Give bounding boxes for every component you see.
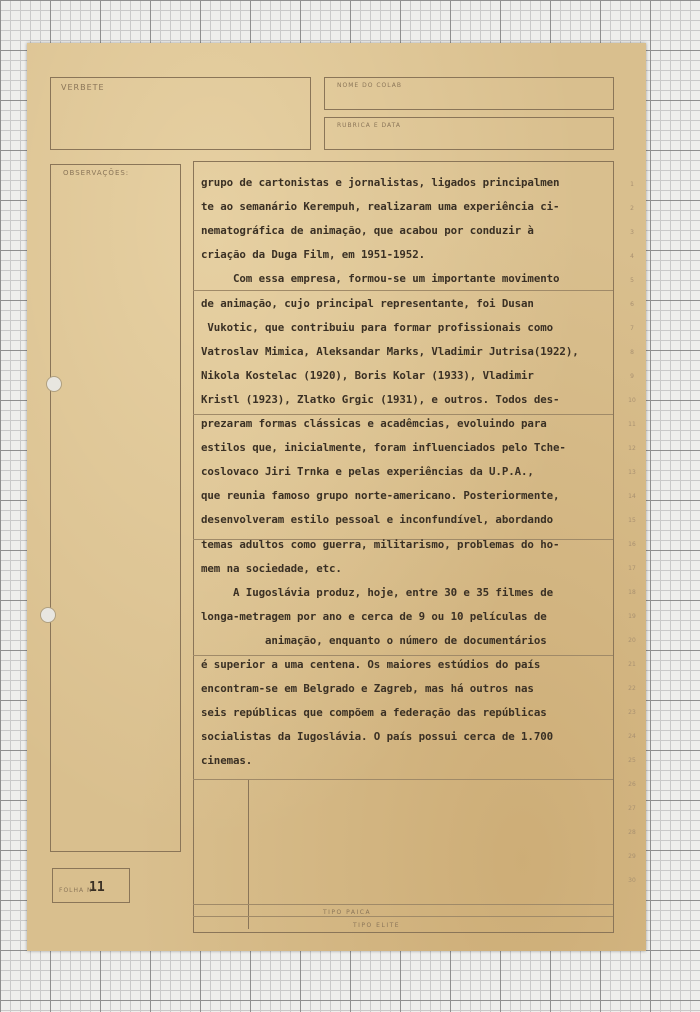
line-number: 12	[628, 445, 636, 452]
typed-line: seis repúblicas que compõem a federação das repúblicas	[201, 706, 547, 720]
typed-line: mem na sociedade, etc.	[201, 561, 342, 575]
punch-hole	[40, 607, 56, 623]
line-number: 18	[628, 589, 636, 596]
section-divider	[193, 904, 613, 905]
typed-line: desenvolveram estilo pessoal e inconfundível, abordando	[201, 513, 554, 527]
section-divider	[193, 916, 613, 917]
line-number: 19	[628, 613, 636, 620]
section-divider	[193, 414, 613, 415]
line-number: 20	[628, 637, 636, 644]
line-number: 11	[628, 421, 636, 428]
nome-colab-box	[324, 77, 614, 110]
typed-line: Com essa empresa, formou-se um importante movimento	[201, 272, 560, 286]
line-number: 25	[628, 757, 636, 764]
typed-line: socialistas da Iugoslávia. O país possui cerca de 1.700	[201, 730, 554, 744]
line-number: 10	[628, 397, 636, 404]
line-number: 6	[630, 301, 634, 308]
typed-line: Vukotic, que contribuiu para formar profissionais como	[201, 320, 554, 334]
rubrica-box	[324, 117, 614, 150]
typed-line: animação, enquanto o número de documentários	[201, 633, 547, 647]
typed-line: Kristl (1923), Zlatko Grgic (1931), e outros. Todos des-	[201, 392, 560, 406]
line-number: 2	[630, 205, 634, 212]
line-number: 16	[628, 541, 636, 548]
line-number: 22	[628, 685, 636, 692]
line-number: 14	[628, 493, 636, 500]
text-area-margin-line	[248, 779, 249, 929]
line-number: 7	[630, 325, 634, 332]
typed-line: te ao semanário Kerempuh, realizaram uma experiência ci-	[201, 200, 560, 214]
line-number: 29	[628, 853, 636, 860]
line-number: 26	[628, 781, 636, 788]
section-divider	[193, 655, 613, 656]
typed-line: prezaram formas clássicas e acadêmcias, evoluindo para	[201, 417, 547, 430]
line-number: 21	[628, 661, 636, 668]
section-divider	[193, 779, 613, 780]
verbete-box	[50, 77, 311, 150]
typed-line: temas adultos como guerra, militarismo, problemas do ho-	[201, 537, 560, 551]
tipo-elite-label: TIPO ELITE	[353, 922, 401, 929]
line-number: 24	[628, 733, 636, 740]
line-number: 9	[630, 373, 634, 380]
line-number: 23	[628, 709, 636, 716]
line-number: 28	[628, 829, 636, 836]
rubrica-label: RUBRICA E DATA	[337, 122, 401, 129]
typed-line: Nikola Kostelac (1920), Boris Kolar (1933), Vladimir	[201, 368, 534, 382]
line-number: 4	[630, 253, 634, 260]
typed-line: coslovaco Jiri Trnka e pelas experiências da U.P.A.,	[201, 465, 534, 479]
nome-colab-label: NOME DO COLAB	[337, 82, 402, 89]
line-number: 5	[630, 277, 634, 284]
typed-line: Vatroslav Mimica, Aleksandar Marks, Vladimir Jutrisa(1922),	[201, 344, 579, 358]
observacoes-label: OBSERVAÇÕES:	[63, 169, 130, 177]
typed-line: criação da Duga Film, em 1951-1952.	[201, 248, 426, 262]
tipo-paica-label: TIPO PAICA	[323, 909, 372, 916]
typed-line: que reunia famoso grupo norte-americano. Posteriormente,	[201, 489, 560, 503]
punch-hole	[46, 376, 62, 392]
typed-line: estilos que, inicialmente, foram influenciados pelo Tche-	[201, 441, 566, 455]
section-divider	[193, 290, 613, 291]
folha-label: FOLHA Nº	[59, 887, 97, 894]
typed-line: A Iugoslávia produz, hoje, entre 30 e 35 filmes de	[201, 585, 554, 599]
typed-line: encontram-se em Belgrado e Zagreb, mas há outros nas	[201, 682, 534, 696]
typed-line: cinemas.	[201, 754, 253, 768]
line-number: 1	[630, 181, 634, 188]
line-number: 30	[628, 877, 636, 884]
typed-line: de animação, cujo principal representante, foi Dusan	[201, 296, 534, 310]
line-number: 13	[628, 469, 636, 476]
line-number: 8	[630, 349, 634, 356]
line-number: 15	[628, 517, 636, 524]
line-number: 17	[628, 565, 636, 572]
observacoes-box	[50, 164, 181, 852]
folha-number: 11	[89, 880, 105, 895]
typed-line: é superior a uma centena. Os maiores estúdios do país	[201, 658, 541, 671]
line-number: 3	[630, 229, 634, 236]
verbete-label: VERBETE	[61, 83, 105, 92]
typed-line: grupo de cartonistas e jornalistas, ligados principalmen	[201, 176, 560, 189]
folha-box	[52, 868, 130, 903]
typed-line: nematográfica de animação, que acabou por conduzir à	[201, 224, 534, 238]
typed-line: longa-metragem por ano e cerca de 9 ou 10 películas de	[201, 609, 547, 623]
line-number: 27	[628, 805, 636, 812]
